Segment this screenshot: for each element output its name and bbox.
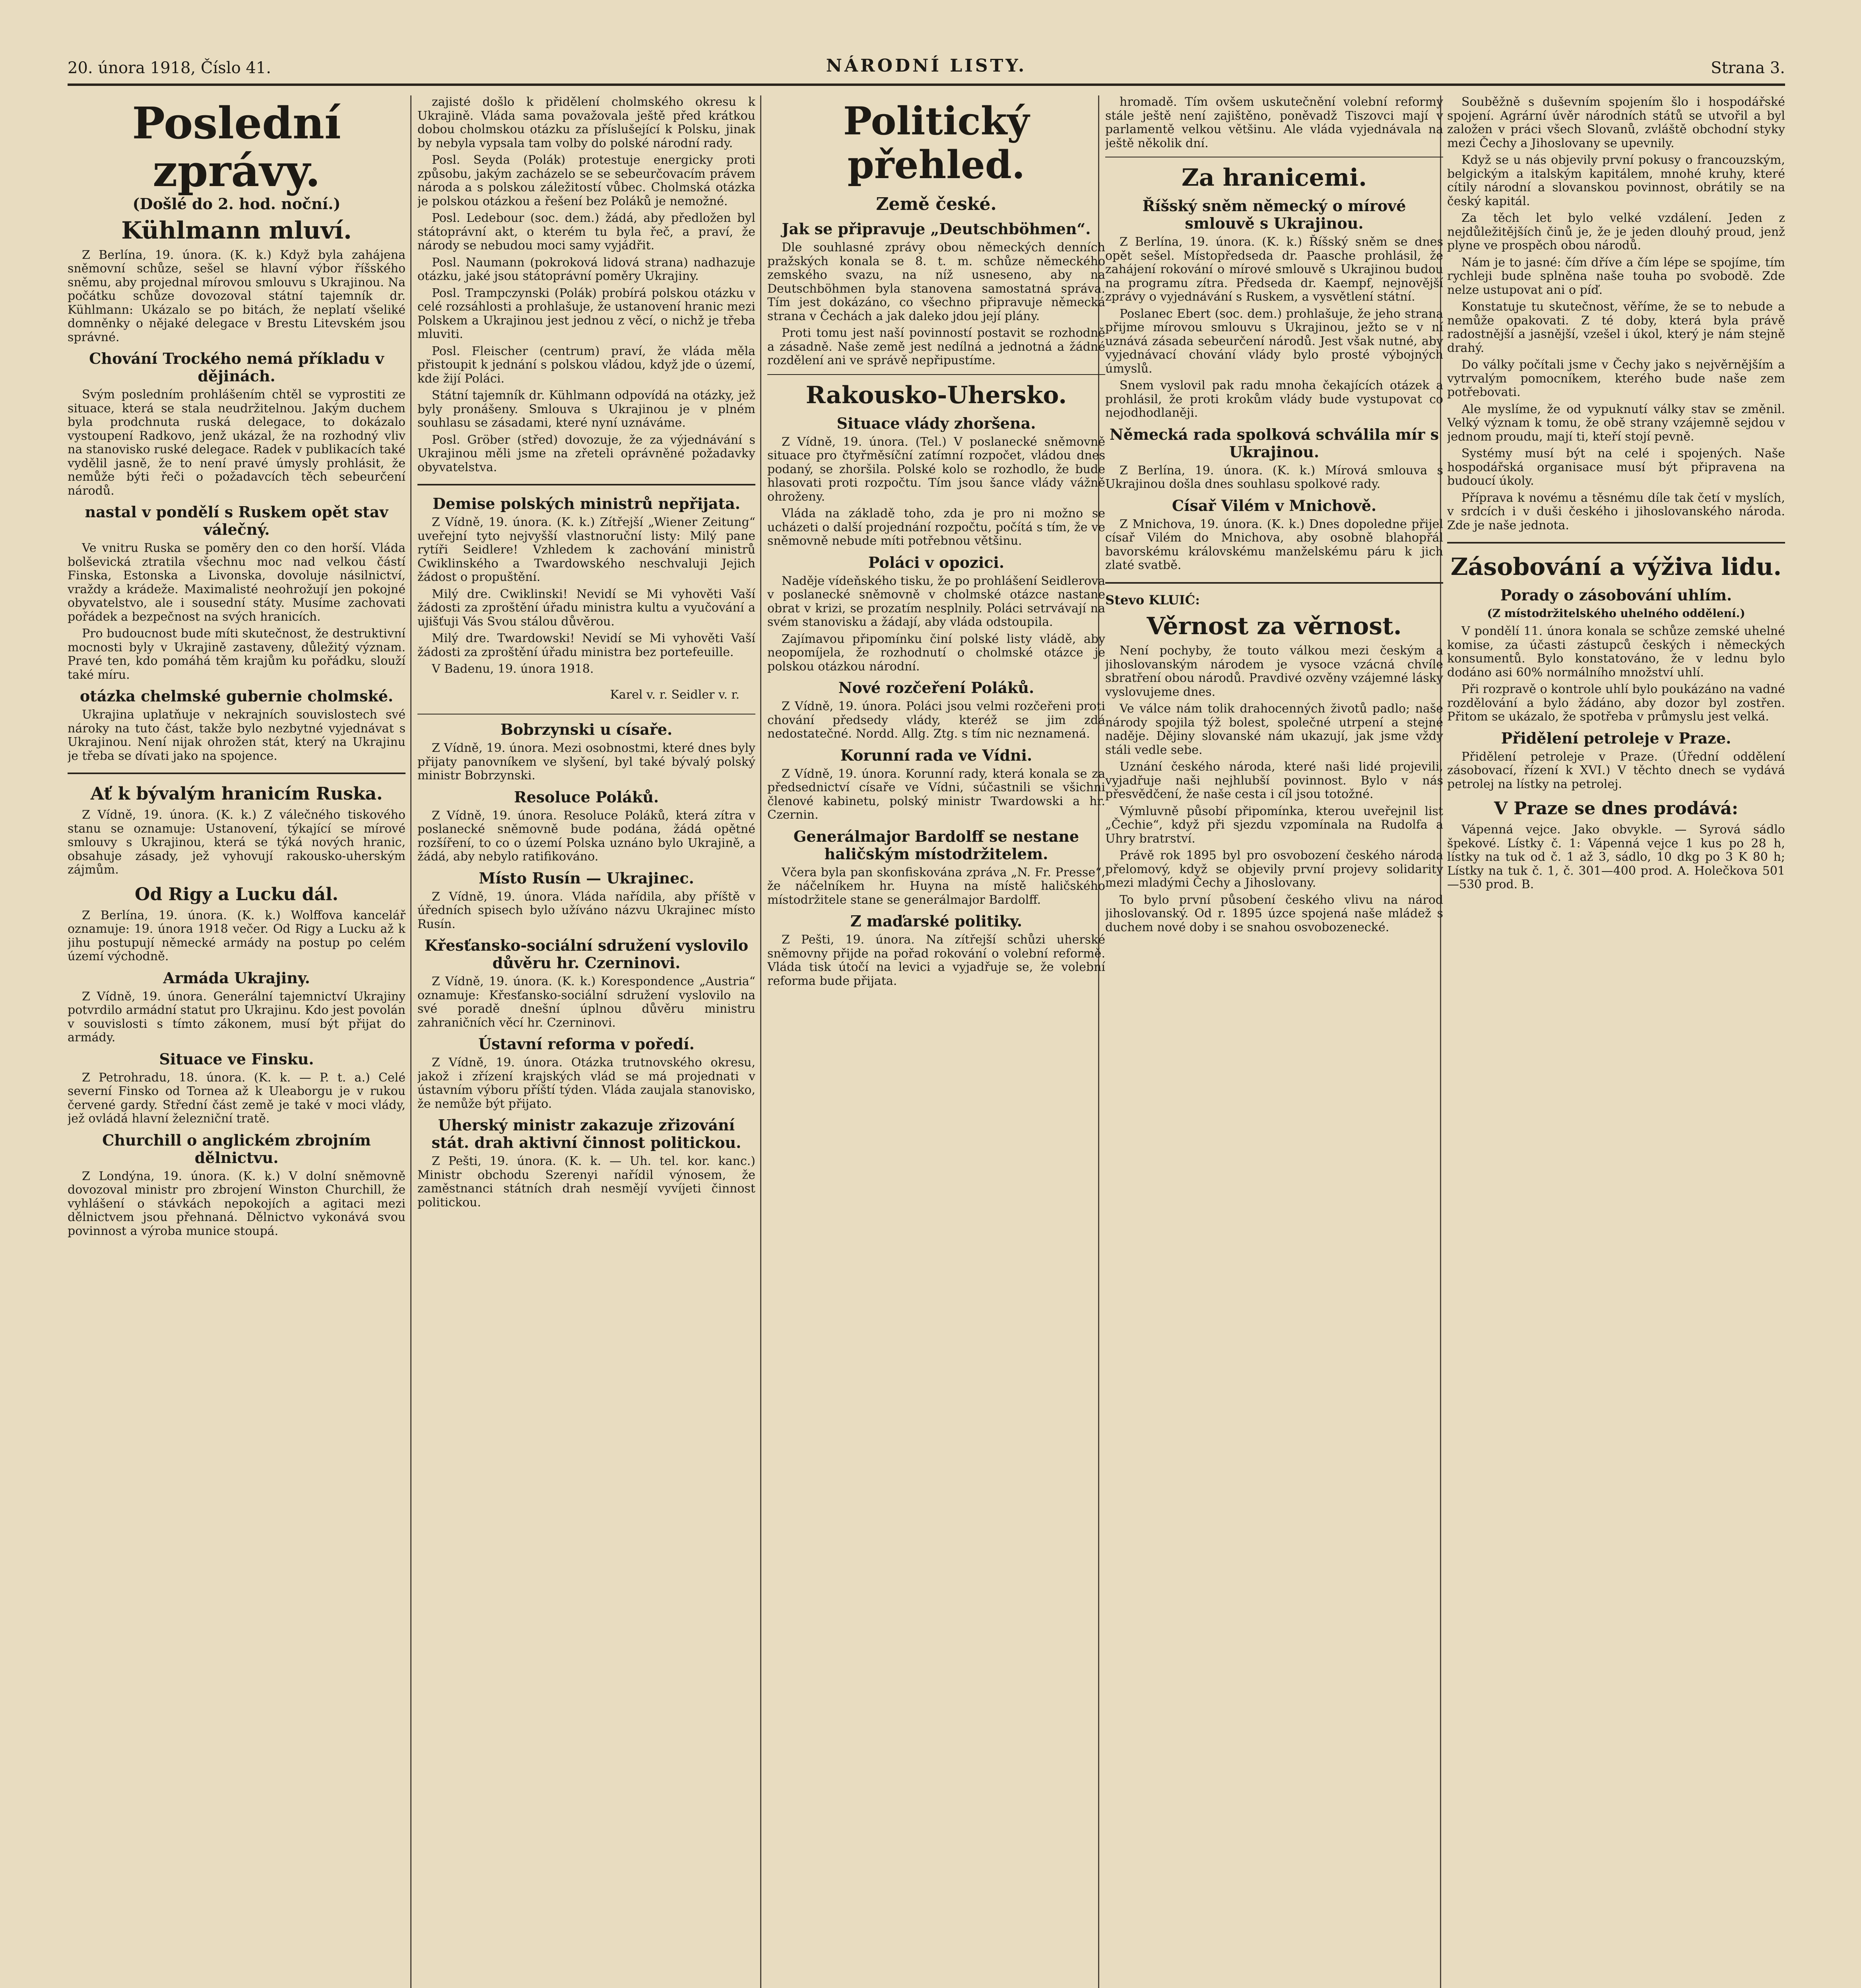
article-text: Ve válce nám tolik drahocenných životů padlo; naše národy spojila týž bolest, společné utrpení a stejné naděje. Dějiny slovanské nám ukazují, jak jsme vždy stáli vedle sebe.	[1105, 702, 1443, 757]
article-text: Dle souhlasné zprávy obou německých denních pražských konala se 8. t. m. schůze německého zemského svazu, na níž usneseno, aby na Deutschböhmen byla stanovena samostatná správa. Tím jest dokázáno, co všechno připravuje německá strana v Čechách a jak daleko jdou její plány.	[767, 241, 1105, 323]
page-number: Strana 3.	[1711, 59, 1785, 77]
section-subtitle: (Došlé do 2. hod. noční.)	[132, 195, 341, 213]
masthead	[68, 56, 1785, 86]
article-text: Při rozpravě o kontrole uhlí bylo poukázáno na vadné rozdělování a bylo žádáno, aby dozor byl zostřen. Přitom se ukázalo, že spotřeba v průmyslu jest velká.	[1447, 682, 1785, 724]
article-text: zajisté došlo k přidělení cholmského okresu k Ukrajině. Vláda sama považovala ještě před krátkou dobou cholmskou otázku za příslušející k Polsku, jinak by nebyla vypsala tam volby do polské národní rady.	[417, 95, 755, 150]
signature-place: V Badenu, 19. února 1918.	[432, 662, 594, 676]
column-divider	[410, 95, 411, 1988]
headline: Kühlmann mluví.	[121, 216, 352, 245]
article-text: Z Vídně, 19. února. Korunní rady, která konala se za předsednictví císaře ve Vídni, súčastnili se všichni členové kabinetu, polský ministr Twardowski a hr. Czernin.	[767, 767, 1105, 822]
article-text: Ve vnitru Ruska se poměry den co den horší. Vláda bolševická ztratila všechnu moc nad velkou částí Finska, Estonska a Livonska, dovoluje násilnictví, vraždy a krádeže. Maximalisté neohrožují jen pokojné obyvatelstvo, ale i sousední státy. Musíme zachovati pořádek a bezpečnost na svých hranicích.	[68, 541, 406, 624]
article-text: Pro budoucnost bude míti skutečnost, že destruktivní mocnosti byly v Ukrajině zastaveny, důležitý význam. Pravé ten, kdo pomáhá těm krajům ku pořádku, slouží také míru.	[68, 627, 406, 682]
headline: Ať k bývalým hranicím Ruska.	[90, 784, 383, 804]
headline: Z maďarské politiky.	[850, 912, 1023, 930]
article-text: Uznání českého národa, které naši lidé projevili, vyjadřuje naši nejhlubší povinnost. Bylo v nás přesvědčení, že naše cesta i cíl jsou totožné.	[1105, 760, 1443, 801]
section-title: Za hranicemi.	[1182, 164, 1367, 192]
article-text: Zajímavou připomínku činí polské listy vládě, aby neopomíjela, že rozhodnutí o cholmské otázce je polskou otázkou národní.	[767, 632, 1105, 674]
article-text: To bylo první působení českého vlivu na národ jihoslovanský. Od r. 1895 úzce spojená naše mládež s duchem nové doby i se snahou osvobozenecké.	[1105, 893, 1443, 934]
section-divider	[68, 773, 406, 774]
article-text: Když se u nás objevily první pokusy o francouzským, belgickým a italským kapitálem, mnohé kruhy, které cítily národní a slovanskou povinnost, obrátily se na český kapitál.	[1447, 153, 1785, 208]
article-text: Naděje vídeňského tisku, že po prohlášení Seidlerova v poslanecké sněmovně v cholmské otázce nastane obrat v krizi, se prozatím nesplnily. Poláci setrvávají na svém stanovisku a žádají, aby vláda odstoupila.	[767, 574, 1105, 629]
headline: Věrnost za věrnost.	[1147, 612, 1402, 640]
article-text: Z Vídně, 19. února. Resoluce Poláků, která zítra v poslanecké sněmovně bude podána, žádá opětné rozšíření, to co o území Polska uznáno bylo Ukrajině, a žádá, aby nebylo ratifikováno.	[417, 808, 755, 864]
article-text: Z Vídně, 19. února. Otázka trutnovského okresu, jakož i zřízení krajských vlád se má projednati v ústavním výboru příští týden. Vláda zaujala stanovisko, že nemůže být přijato.	[417, 1056, 755, 1111]
article-text: Z Vídně, 19. února. Mezi osobnostmi, které dnes byly přijaty panovníkem ve slyšení, byl také bývalý polský ministr Bobrzynski.	[417, 741, 755, 782]
subheadline: nastal v pondělí s Ruskem opět stav válečný.	[85, 503, 388, 538]
article-text: Z Vídně, 19. února. (Tel.) V poslanecké sněmovně situace pro čtyřměsíční zatímní rozpočet, vládou dnes podaný, se zhoršila. Polské kolo se rozhodlo, že bude hlasovati proti rozpočtu. Tím jsou šance vlády vážně ohroženy.	[767, 435, 1105, 504]
article-text: Posl. Naumann (pokroková lidová strana) nadhazuje otázku, jaké jsou státoprávní poměry Ukrajiny.	[417, 255, 755, 283]
article-text: Z Pešti, 19. února. Na zítřejší schůzi uherské sněmovny přijde na pořad rokování o volební reformě. Vláda tisk útočí na levici a vyjadřuje se, že volební reforma bude přijata.	[767, 933, 1105, 988]
article-text: Z Vídně, 19. února. (K. k.) Korespondence „Austria“ oznamuje: Křesťansko-sociální sdružení vyslovilo na své poradě dnešní úplnou důvěru ministru zahraničních věcí hr. Czerninovi.	[417, 975, 755, 1030]
article-text: Za těch let bylo velké vzdálení. Jeden z nejdůležitějších činů je, že je jeden dlouhý proud, jenž plyne ve prospěch obou národů.	[1447, 211, 1785, 252]
article-text: Konstatuje tu skutečnost, věříme, že se to nebude a nemůže opakovati. Z té doby, která byla právě radostnější a jasnější, vzešel i úkol, který je nám stejně drahý.	[1447, 300, 1785, 355]
headline: Od Rigy a Lucku dál.	[135, 884, 338, 905]
headline: Přidělení petroleje v Praze.	[1501, 729, 1731, 747]
article-text: Z Berlína, 19. února. (K. k.) Mírová smlouva s Ukrajinou došla dnes souhlasu spolkové rady.	[1105, 463, 1443, 491]
headline: Situace vlády zhoršena.	[836, 414, 1036, 432]
article-text: Proti tomu jest naší povinností postavit se rozhodně a zásadně. Naše země jest nedílná a jednotná a žádné rozdělení ani ve správě nepřipustíme.	[767, 326, 1105, 367]
section-title: Poslední zprávy.	[132, 97, 341, 196]
article-text: Výmluvně působí připomínka, kterou uveřejnil list „Čechie“, když při sjezdu vzpomínala na Rudolfa a Uhry bratrství.	[1105, 804, 1443, 846]
section-divider	[1105, 582, 1443, 584]
article-text: Z Vídně, 19. února. Generální tajemnictví Ukrajiny potvrdilo armádní statut pro Ukrajinu. Kdo jest povolán v souvislosti s tímto zákonem, musí být přijat do armády.	[68, 989, 406, 1044]
column-divider	[760, 95, 761, 1988]
article-text: Z Vídně, 19. února. (K. k.) Zítřejší „Wiener Zeitung“ uveřejní tyto nejvyšší vlastnoruční listy: Milý pane rytíři Seidlere! Vzhledem k zachování ministrů Cwiklinského a Twardowského neschvaluji Jejich žádost o propuštění.	[417, 515, 755, 584]
signature: Karel v. r. Seidler v. r.	[610, 687, 739, 702]
article-author: Stevo KLUIĆ:	[1105, 592, 1200, 608]
article-text: Není pochyby, že touto válkou mezi českým a jihoslovanským národem je vysoce vzácná chvíle sbratření obou národů. Pravdivé ozvěny vzájemné lásky vyslovujeme dnes.	[1105, 644, 1443, 699]
headline: Nové rozčeření Poláků.	[838, 679, 1034, 697]
section-divider	[417, 484, 755, 485]
article-text: Z Berlína, 19. února. (K. k.) Když byla zahájena sněmovní schůze, sešel se hlavní výbor říšského sněmu, aby projednal mírovou smlouvu s Ukrajinou. Na počátku schůze dovozoval státní tajemník dr. Kühlmann: Ukázalo se po bitách, že neplatí všeliké domněnky o nějaké delegace v Brestu Litevském jsou správné.	[68, 248, 406, 344]
article-text: Z Vídně, 19. února. Vláda nařídila, aby příště v úředních spisech bylo užíváno názvu Ukrajinec místo Rusín.	[417, 889, 755, 931]
headline: V Praze se dnes prodává:	[1494, 798, 1739, 819]
column-2	[417, 95, 755, 1988]
article-text: Snem vyslovil pak radu mnoha čekajících otázek a prohlásil, že proti krokům vlády bude vystupovat co nejodhodlaněji.	[1105, 379, 1443, 420]
headline: Říšský sněm německý o mírové smlouvě s Ukrajinou.	[1142, 197, 1406, 232]
subheadline: Chování Trockého nemá příkladu v dějinách.	[89, 349, 384, 385]
article-text: Ale myslíme, že od vypuknutí války stav se změnil. Velký význam k tomu, že obě strany vzájemně sejdou v jednom proudu, mají ti, kteří stojí pevně.	[1447, 402, 1785, 444]
article-text: Do války počítali jsme v Čechy jako s nejvěrnějším a vytrvalým pomocníkem, kterého bude naše zem potřebovati.	[1447, 358, 1785, 399]
article-text: Svým posledním prohlášením chtěl se vyprostiti ze situace, která se stala neudržitelnou. Jakým duchem byla prodchnuta ruská delegace, to dokázalo vystoupení Radkovo, jenž ukázal, že na rozhodný vliv na stanovisko ruské delegace. Radek v publikacích také vydělil jasně, že to není pravé úmysly prohlásit, že nemůže býti řeči o požadavcích těch sebeurčení národů.	[68, 388, 406, 498]
newspaper-title: NÁRODNÍ LISTY.	[826, 56, 1027, 76]
article-text: Systémy musí být na celé i spojených. Naše hospodářská organisace musí být připravena na budoucí úkoly.	[1447, 447, 1785, 488]
article-text: Posl. Trampczynski (Polák) probírá polskou otázku v celé rozsáhlosti a prohlašuje, že ustanovení hranic mezi Polskem a Ukrajinou jest jednou z věcí, o nichž je třeba mluviti.	[417, 286, 755, 341]
article-text: Z Mnichova, 19. února. (K. k.) Dnes dopoledne přijel císař Vilém do Mnichova, aby osobně blahopřál bavorskému královskému manželskému páru k jich zlaté svatbě.	[1105, 517, 1443, 572]
headline: Uherský ministr zakazuje zřizování stát. drah aktivní činnost politickou.	[431, 1116, 741, 1151]
headline: Generálmajor Bardolff se nestane haličským místodržitelem.	[793, 827, 1079, 863]
headline: Demise polských ministrů nepřijata.	[433, 495, 740, 513]
article-text: Právě rok 1895 byl pro osvobození českého národa přelomový, když se objevily první projevy solidarity mezi mladými Čechy a Jihoslovany.	[1105, 848, 1443, 890]
column-3	[767, 95, 1105, 1988]
article-text: Souběžně s duševním spojením šlo i hospodářské spojení. Agrární úvěr národních států se utvořil a byl založen v práci všech Slovanů, zvláště obchodní styky mezi Čechy a Jihoslovany se upevnily.	[1447, 95, 1785, 150]
headline: Německá rada spolková schválila mír s Ukrajinou.	[1109, 425, 1439, 461]
headline: Armáda Ukrajiny.	[163, 969, 310, 987]
article-text: Milý dre. Cwiklinski! Nevidí se Mi vyhověti Vaší žádosti za zproštění úřadu ministra kultu a vyučování a ujišťuji Vás Svou stálou důvěrou.	[417, 587, 755, 629]
headline: Korunní rada ve Vídni.	[840, 746, 1032, 764]
subheadline: otázka chelmské gubernie cholmské.	[80, 687, 394, 705]
article-text: Nám je to jasné: čím dříve a čím lépe se spojíme, tím rychleji bude splněna naše touha po svobodě. Zde nelze ustupovat ani o píď.	[1447, 255, 1785, 297]
headline: Jak se připravuje „Deutschböhmen“.	[782, 220, 1091, 238]
article-text: Posl. Fleischer (centrum) praví, že vláda měla přistoupit k jednání s polskou vládou, když jde o území, kde žijí Poláci.	[417, 344, 755, 386]
subheadline: (Z místodržitelského uhelného oddělení.)	[1487, 607, 1745, 620]
article-text: Státní tajemník dr. Kühlmann odpovídá na otázky, jež byly pronášeny. Smlouva s Ukrajinou je v plném souhlasu se zásadami, které nyní uznáváme.	[417, 388, 755, 430]
article-text: Z Vídně, 19. února. Poláci jsou velmi rozčeřeni proti chování předsedy vlády, kteréž se jim zdá nedostatečné. Nordd. Allg. Ztg. s tím nic neznamená.	[767, 699, 1105, 741]
article-text: Přidělení petroleje v Praze. (Úřední oddělení zásobovací, řízení k XVI.) V těchto dnech se vydává petrolej na lístky na petrolej.	[1447, 749, 1785, 791]
column-1	[68, 95, 406, 1988]
headline: Bobrzynski u císaře.	[500, 720, 673, 738]
headline: Poláci v opozici.	[868, 553, 1005, 571]
section-title: Rakousko-Uhersko.	[805, 381, 1067, 409]
article-text: Poslanec Ebert (soc. dem.) prohlašuje, že jeho strana přijme mírovou smlouvu s Ukrajinou, ježto se v ní uznává zásada sebeurčení národů. Jest však nutné, aby vyjednávací chování vlády bylo prosté výbojných úmyslů.	[1105, 307, 1443, 376]
headline: Situace ve Finsku.	[159, 1050, 314, 1068]
article-text: Posl. Gröber (střed) dovozuje, že za výjednávání s Ukrajinou měli jsme na zřeteli oprávněné požadavky obyvatelstva.	[417, 433, 755, 474]
section-title: Politický přehled.	[843, 99, 1030, 187]
headline: Místo Rusín — Ukrajinec.	[479, 869, 694, 887]
headline: Resoluce Poláků.	[514, 788, 659, 806]
headline: Ústavní reforma v poředí.	[478, 1035, 695, 1053]
article-text: V pondělí 11. února konala se schůze zemské uhelné komise, za účasti zástupců českých i německých konsumentů. Bylo konstatováno, že v lednu bylo dodáno asi 60% normálního množství uhlí.	[1447, 624, 1785, 679]
headline: Císař Vilém v Mnichově.	[1172, 496, 1377, 514]
article-text: Z Petrohradu, 18. února. (K. k. — P. t. a.) Celé severní Finsko od Tornea až k Uleaborgu je v rukou červené gardy. Střední část země je také v moci vlády, jež ovládá hlavní železniční tratě.	[68, 1070, 406, 1126]
article-text: Z Londýna, 19. února. (K. k.) V dolní sněmovně dovozoval ministr pro zbrojení Winston Churchill, že vyhlášení o stávkách nepokojích a agitaci mezi dělnictvem jsou přehnaná. Dělnictvo vykonává svou povinnost a výroba munice stoupá.	[68, 1169, 406, 1238]
article-text: Z Berlína, 19. února. (K. k.) Wolffova kancelář oznamuje: 19. února 1918 večer. Od Rigy a Lucku až k jihu postupují německé armády na postup po celém území východně.	[68, 908, 406, 963]
divider	[767, 374, 1105, 375]
column-4	[1105, 95, 1443, 1988]
article-text: Vláda na základě toho, zda je pro ni možno se ucházeti o další projednání rozpočtu, počítá s tím, že ve sněmovně nebude míti potřebnou většinu.	[767, 507, 1105, 548]
article-text: Vápenná vejce. Jako obvykle. — Syrová sádlo špekové. Lístky č. 1: Vápenná vejce 1 kus po 28 h, lístky na tuk od č. 1 až 3, sádlo, 10 dkg po 3 K 80 h; Lístky na tuk č. 1, č. 301—400 prod. A. Holečkova 501—530 prod. B.	[1447, 823, 1785, 891]
section-divider	[1447, 542, 1785, 544]
article-text: Milý dre. Twardowski! Nevidí se Mi vyhověti Vaší žádosti za zproštění úřadu ministra bez portefeuille.	[417, 631, 755, 659]
column-5	[1447, 95, 1785, 1988]
article-text: Z Vídně, 19. února. (K. k.) Z válečného tiskového stanu se oznamuje: Ustanovení, týkající se mírové smlouvy s Ukrajinou, která se týká nových hranic, obsahuje zásady, jež vyhovují rakousko-uherským zájmům.	[68, 808, 406, 877]
headline: Křesťansko-sociální sdružení vyslovilo důvěru hr. Czerninovi.	[424, 936, 749, 972]
article-text: Včera byla pan skonfiskována zpráva „N. Fr. Presse“, že náčelníkem hr. Huyna na místě haličského místodržitele stane se generálmajor Bardolff.	[767, 865, 1105, 907]
article-text: Posl. Seyda (Polák) protestuje energicky proti způsobu, jakým zacházelo se se sebeurčovacím právem národa a s polskou záležitostí vůbec. Cholmská otázka je polskou otázkou a řešení bez Poláků je nemožné.	[417, 153, 755, 208]
article-text: Z Berlína, 19. února. (K. k.) Říšský sněm se dnes opět sešel. Místopředseda dr. Paasche prohlásil, že zahájení rokování o mírové smlouvě s Ukrajinou budou na programu zítra. Předseda dr. Kaempf, nejnovější zprávy o vyjednávání s Ruskem, a vysvětlení státní.	[1105, 235, 1443, 304]
section-title: Zásobování a výživa lidu.	[1450, 553, 1782, 581]
section-subtitle: Země české.	[876, 194, 997, 214]
issue-date: 20. února 1918, Číslo 41.	[68, 59, 271, 77]
headline: Churchill o anglickém zbrojním dělnictvu.	[102, 1131, 371, 1167]
article-text: Z Pešti, 19. února. (K. k. — Uh. tel. kor. kanc.) Ministr obchodu Szerenyi nařídil výnosem, že zaměstnanci státních drah nesmějí vyvíjeti činnost politickou.	[417, 1154, 755, 1209]
article-text: Posl. Ledebour (soc. dem.) žádá, aby předložen byl státoprávní akt, o kterém tu byla řeč, a praví, že národy se nebudou moci samy vyjádřit.	[417, 211, 755, 252]
article-text: Příprava k novému a těsnému díle tak četí v myslích, v srdcích i v duši českého i jihoslovanského národa. Zde je naše jednota.	[1447, 491, 1785, 532]
article-text: Ukrajina uplatňuje v nekrajních souvislostech své nároky na tuto část, takže bylo nezbytné vyjednávat s Ukrajinou. Není nijak ohrožen stát, který na Ukrajinu je třeba se dívati jako na spojence.	[68, 708, 406, 763]
article-text: hromadě. Tím ovšem uskutečnění volební reformy stále ještě není zajištěno, poněvadž Tiszovci mají v parlamentě velkou většinu. Ale vláda vyjednávala na ještě několik dní.	[1105, 95, 1443, 150]
headline: Porady o zásobování uhlím.	[1500, 586, 1732, 604]
